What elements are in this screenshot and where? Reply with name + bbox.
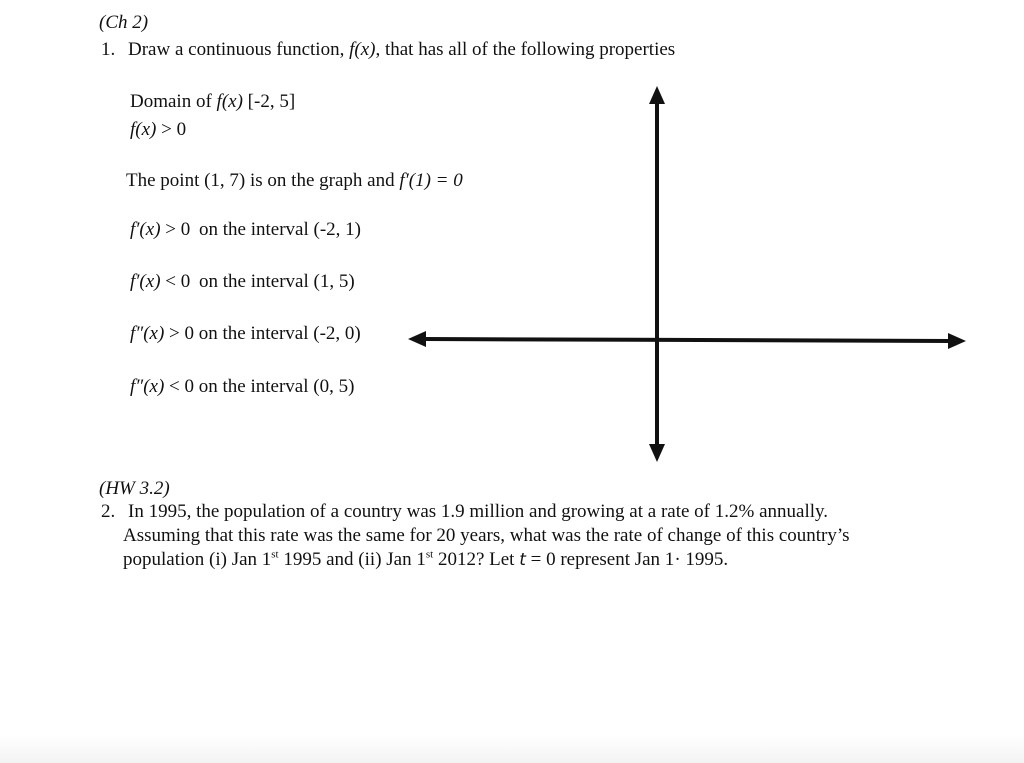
property-point — [126, 171, 463, 190]
q2-line-3-e: 1995. — [680, 549, 729, 570]
property-fprime-positive — [130, 220, 361, 239]
q2-line-3-d: = 0 represent Jan 1 — [525, 549, 675, 570]
page-bottom-shade — [0, 735, 1024, 763]
q1-number: 1. — [101, 39, 116, 60]
q2-line-2: Assuming that this rate was the same for 20 years, what was the rate of change of this country’s — [123, 525, 850, 546]
fdoubleprime-neg-cond: < 0 — [169, 376, 194, 397]
fdoubleprime-pos-expr: f″(x) — [130, 323, 165, 344]
positive-value: > 0 — [161, 119, 187, 140]
q2-number: 2. — [101, 501, 116, 522]
q2-tag: (HW 3.2) — [99, 478, 170, 499]
fprime-neg-interval: on the interval (1, 5) — [199, 271, 355, 292]
fdoubleprime-pos-cond: > 0 — [169, 323, 194, 344]
domain-value: [-2, 5] — [247, 91, 296, 112]
fprime-neg-cond: < 0 — [165, 271, 191, 292]
property-domain — [130, 92, 295, 111]
domain-fx: f(x) — [216, 91, 243, 112]
q1-prompt-fx: f(x) — [349, 39, 376, 60]
q2-line-3-b: 1995 and (ii) Jan 1 — [278, 549, 426, 570]
q1-prompt-text-2: , that has all of the following properties — [375, 39, 676, 60]
x-axis-arrow-left — [408, 331, 426, 347]
q2-line-3-c: 2012? Let — [433, 549, 515, 570]
fdoubleprime-neg-interval: on the interval (0, 5) — [198, 376, 355, 397]
fprime-pos-interval: on the interval (-2, 1) — [199, 219, 361, 240]
positive-fx: f(x) — [130, 119, 157, 140]
q2-line-3-a: population (i) Jan 1 — [123, 549, 272, 570]
fprime-pos-expr: f′(x) — [130, 219, 161, 240]
x-axis — [424, 339, 950, 341]
q2-line-3 — [123, 550, 728, 569]
q2-line-3-sup-1: st — [271, 548, 279, 561]
fprime-neg-expr: f′(x) — [130, 271, 161, 292]
q2-line-1-text: In 1995, the population of a country was 1.9 million and growing at a rate of 1.2% annually. — [128, 501, 829, 522]
q2-line-3-dot: · — [674, 549, 681, 570]
q1-tag: (Ch 2) — [99, 12, 149, 33]
q2-line-1 — [101, 502, 828, 521]
property-fprime-negative — [130, 272, 355, 291]
x-axis-arrow-right — [948, 333, 966, 349]
domain-label: Domain of — [130, 91, 212, 112]
q1-prompt-text-1: Draw a continuous function, — [128, 39, 345, 60]
point-text: The point (1, 7) is on the graph and — [126, 170, 395, 191]
q1-prompt — [101, 40, 675, 59]
fprime-pos-cond: > 0 — [165, 219, 191, 240]
q2-line-3-sup-2: st — [425, 548, 434, 561]
q2-variable-t: t — [519, 550, 526, 570]
property-fdoubleprime-negative — [130, 377, 354, 396]
property-fdoubleprime-positive — [130, 324, 361, 343]
property-positive — [130, 120, 186, 139]
y-axis-arrow-down — [649, 444, 665, 462]
point-derivative: f′(1) = 0 — [399, 170, 463, 191]
fdoubleprime-pos-interval: on the interval (-2, 0) — [198, 323, 361, 344]
y-axis-arrow-up — [649, 86, 665, 104]
fdoubleprime-neg-expr: f″(x) — [130, 376, 165, 397]
